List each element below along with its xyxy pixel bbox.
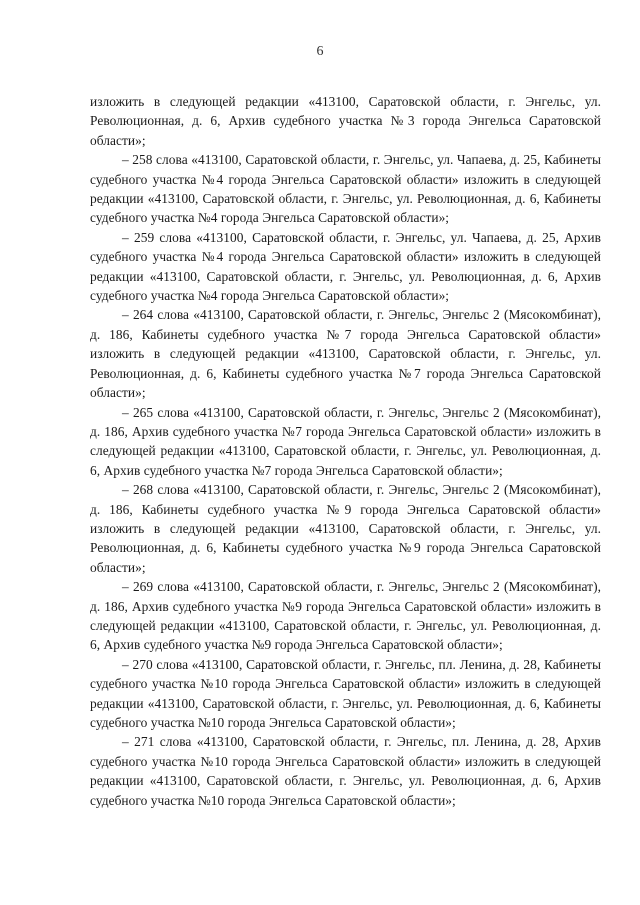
paragraph: – 259 слова «413100, Саратовской области, г. Энгельс, ул. Чапаева, д. 25, Архив судебного участка №4 города Энгельса Саратовской области» изложить в следующей редакции «413100, Саратовской области, г. Энгельс, ул. Революционная, д. 6, Архив судебного участка №4 города Энгельса Саратовской области»; bbox=[90, 229, 601, 304]
document-body bbox=[90, 92, 601, 810]
paragraph: – 270 слова «413100, Саратовской области, г. Энгельс, пл. Ленина, д. 28, Кабинеты судебного участка №10 города Энгельса Саратовской области» изложить в следующей редакции «413100, Саратовской области, г. Энгельс, ул. Революционная, д. 6, Кабинеты судебного участка №10 города Энгельса Саратовской области»; bbox=[90, 656, 601, 730]
paragraph: – 265 слова «413100, Саратовской области, г. Энгельс, Энгельс 2 (Мясокомбинат), д. 186, Архив судебного участка №7 города Энгельса Саратовской области» изложить в следующей редакции «413100, Саратовской области, г. Энгельс, ул. Революционная, д. 6, Архив судебного участка №7 города Энгельса Саратовской области»; bbox=[90, 404, 601, 478]
paragraph: – 271 слова «413100, Саратовской области, г. Энгельс, пл. Ленина, д. 28, Архив судебного участка №10 города Энгельса Саратовской области» изложить в следующей редакции «413100, Саратовской области, г. Энгельс, ул. Революционная, д. 6, Архив судебного участка №10 города Энгельса Саратовской области»; bbox=[90, 734, 601, 808]
paragraph: – 258 слова «413100, Саратовской области, г. Энгельс, ул. Чапаева, д. 25, Кабинеты судебного участка №4 города Энгельса Саратовской области» изложить в следующей редакции «413100, Саратовской области, г. Энгельс, ул. Революционная, д. 6, Кабинеты судебного участка №4 города Энгельса Саратовской области»; bbox=[90, 152, 601, 226]
paragraph: – 269 слова «413100, Саратовской области, г. Энгельс, Энгельс 2 (Мясокомбинат), д. 186, Архив судебного участка №9 города Энгельса Саратовской области» изложить в следующей редакции «413100, Саратовской области, г. Энгельс, ул. Революционная, д. 6, Архив судебного участка №9 города Энгельса Саратовской области»; bbox=[90, 579, 601, 653]
paragraph: – 264 слова «413100, Саратовской области, г. Энгельс, Энгельс 2 (Мясокомбинат), д. 186, Кабинеты судебного участка №7 города Энгельса Саратовской области» изложить в следующей редакции «413100, Саратовской области, г. Энгельс, ул. Революционная, д. 6, Кабинеты судебного участка №7 города Энгельса Саратовской области»; bbox=[90, 307, 601, 401]
page-number: 6 bbox=[316, 44, 324, 59]
paragraph: изложить в следующей редакции «413100, Саратовской области, г. Энгельс, ул. Революционная, д. 6, Архив судебного участка №3 города Энгельса Саратовской области»; bbox=[90, 94, 601, 148]
paragraph: – 268 слова «413100, Саратовской области, г. Энгельс, Энгельс 2 (Мясокомбинат), д. 186, Кабинеты судебного участка №9 города Энгельса Саратовской области» изложить в следующей редакции «413100, Саратовской области, г. Энгельс, ул. Революционная, д. 6, Кабинеты судебного участка №9 города Энгельса Саратовской области»; bbox=[90, 482, 601, 575]
